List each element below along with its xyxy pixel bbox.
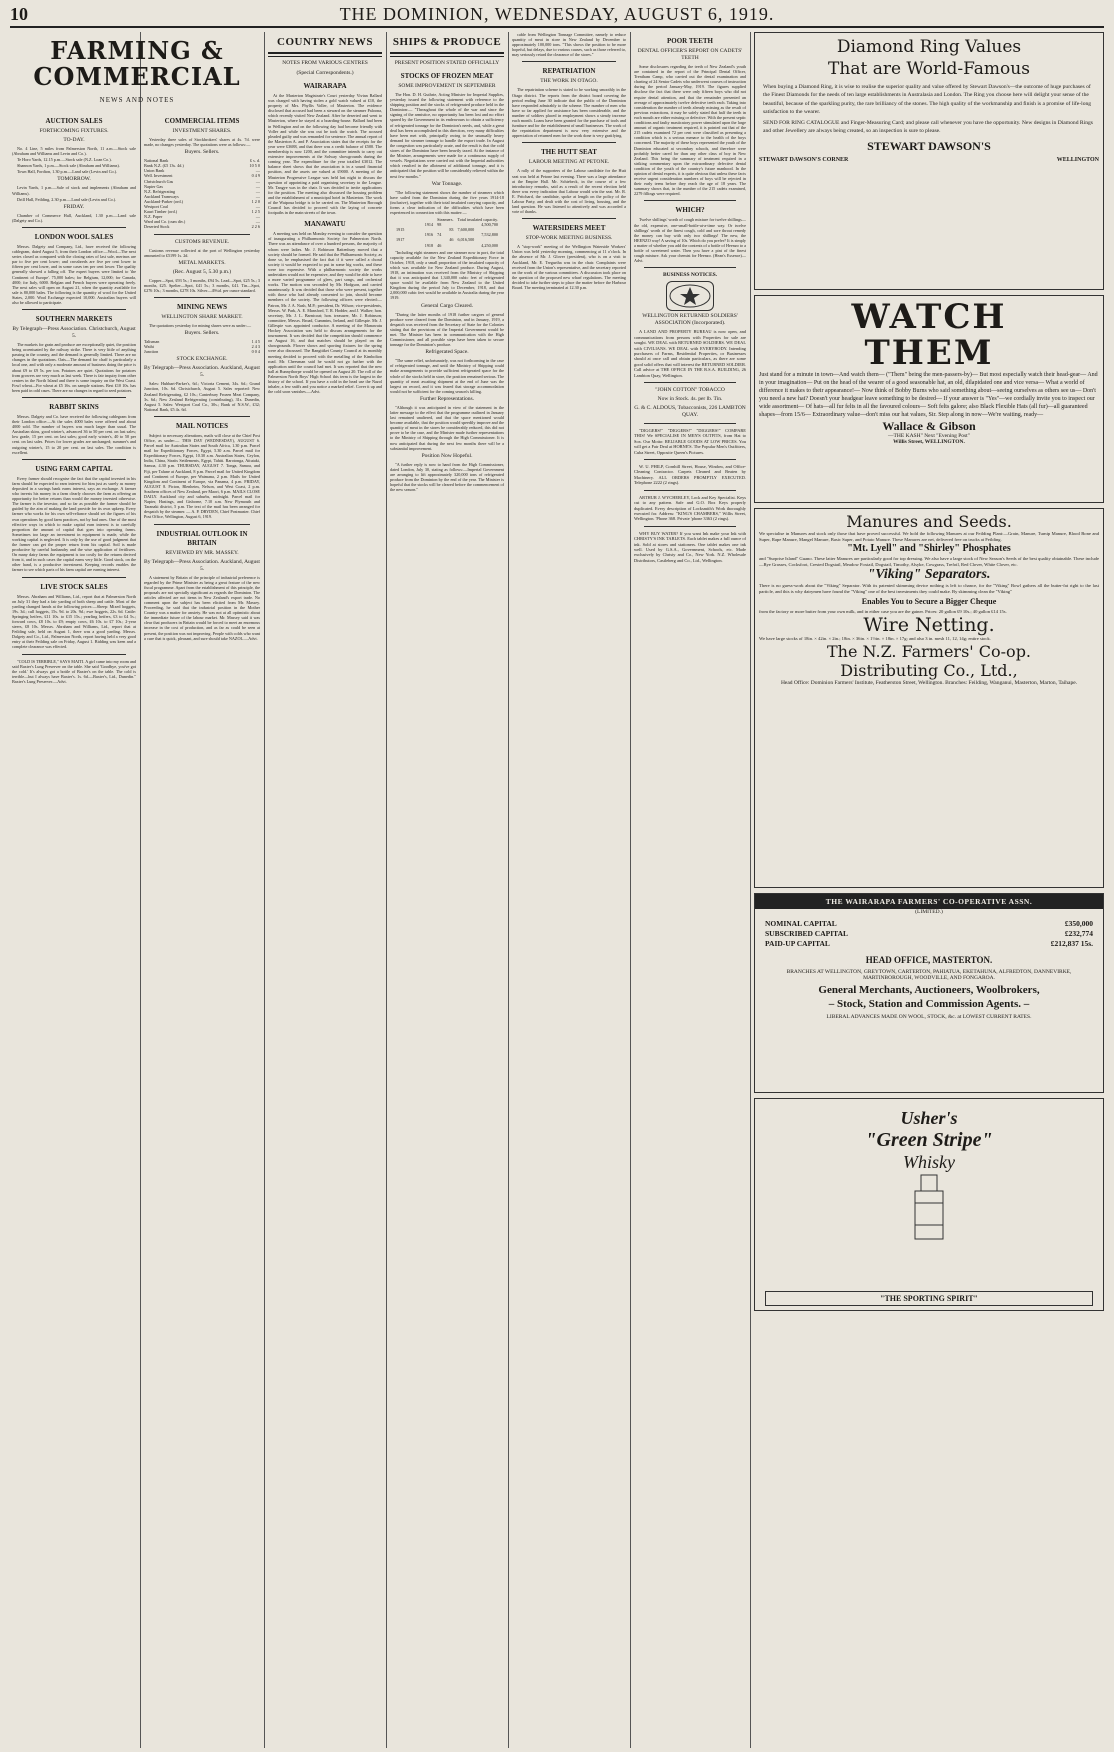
auction-item: Te Horo Yards, 12.15 p.m.—Stock sale (N.Z. Loan Co.).: [17, 157, 112, 163]
aldous-ad: G. & C. ALDOUS, Tobacconists, 226 LAMBTON QUAY.: [634, 405, 746, 419]
diamond-city: WELLINGTON: [1056, 156, 1099, 163]
article-byline: By Telegraph—Press Association. Auckland, August 5.: [144, 558, 260, 572]
divider: [268, 52, 382, 57]
mining-table-cell: Waihi: [144, 344, 154, 350]
article-heading: SOUTHERN MARKETS: [35, 315, 113, 324]
article-subheading: Position Now Hopeful.: [421, 452, 473, 459]
section-title: FARMING & COMMERCIAL: [33, 36, 241, 91]
column-notices: [634, 32, 746, 1748]
phosphates-body: and "Surprise Island" Guano. These latter Manures are particularly good for top dressing. We also have a large stock of New Season's Seeds of the best quality obtainable. These include—Rye Grasses, Cocksfoot, Crested Dogstail, Meadow Foxtail, Dogstail, Timothy, Alsyke, Cowgrass, Trefoil, Red Clover, White Clover, etc.: [759, 556, 1099, 567]
article-heading: POOR TEETH: [667, 37, 713, 45]
tonnage-table-cell: 46: [437, 242, 442, 248]
article-body: cable from Wellington Tonnage Committee, namely to reduce quantity of meat in store in New Zealand by December to approximately 100,000 tons. "This shows the position to be more hopeful, but delays, due to various causes, such as those referred to, may seriously retard the clearance of the stores.": [512, 32, 626, 58]
share-table-cell: 10 5 0: [249, 163, 260, 169]
masthead: [10, 4, 1104, 28]
cotton-body: Now in Stock. 4s. per lb. Tin.: [657, 396, 723, 403]
section-subtitle: PRESENT POSITION STATED OFFICIALLY: [394, 60, 500, 66]
share-table-cell: N.Z. Paper: [144, 214, 163, 220]
farming-header: [10, 36, 264, 108]
region-heading: MANAWATU: [304, 220, 346, 229]
share-table-cell: Napier Gas: [144, 183, 163, 189]
share-table-cell: Kauri Timber (ord.): [144, 209, 178, 215]
rsa-body: A LAND AND PROPERTY BUREAU is now open, and communications from persons with Properties for sale are sought. WE DEAL with RETURNED SOLDIERS. WE DEAL with CIVILIANS. WE DEAL with EVERYBODY. Intending purchasers of Farms, Residential Properties, or Businesses should at once call and obtain particulars, as there are some good solid offers that will interest the RETURNED SOLDIER. Call advice at THE OFFICE IN THE R.S.A. BUILDING, 26 Lambton Quay, Wellington.: [634, 329, 746, 378]
tonnage-table-cell: 7,532,800: [481, 232, 498, 238]
ushers-whisky: Whisky: [903, 1152, 955, 1172]
auction-day: FRIDAY.: [63, 203, 85, 210]
column-rule: [264, 32, 265, 1748]
diamond-footer: [759, 157, 1099, 163]
capital-table-cell: NOMINAL CAPITAL: [765, 919, 837, 928]
article-body: The markets for grain and produce are exceptionally quiet, the position being accentuated by the railway strike. There is very little of anything passing in the country, and the demand is generally limited. There are no changes in the quotations. Oats—The demand for chaff is particularly a local one, and with only a moderate amount of business doing the price is about £9 to £9 5s. per ton. Potatoes are quiet. Quotations for potatoes from growers are very much as last week. There is fair inquiry from other centres in the North Island and there is some inquiry on the West Coast. Fowl wheat—For wheat at £5 16s. on sample stations. Best £10 10s. has been paid in odd cases. There are no changes in regard to seed potatoes.: [12, 342, 136, 393]
nz-farmers-title-line2: Distributing Co., Ltd.,: [840, 660, 1018, 680]
wfca-title: THE WAIRARAPA FARMERS' CO-OPERATIVE ASSN.: [755, 894, 1103, 909]
auction-day: TOMORROW.: [57, 176, 91, 183]
article-subheading: STOCK EXCHANGE.: [176, 356, 228, 363]
article-body: Yesterday three sales of Stockbrokers' shares at 4s. 7d. were made, no changes yesterday. The quotations were as follows:—: [144, 137, 260, 148]
article-body: Every farmer should recognise the fact that the capital invested in his farm should be expected to earn interest for him just as surely as money deposited in a savings bank earns interest, says an exchange. A farmer who invests his money in a farm clearly chooses the farm as offering an opportunity for better returns than would the money invested otherwise. The farmer is the investor, and so far as possible the farmer should be guided by the aim of making the land provide for its own upkeep. Every farmer who works for his own self-reliance should set the figures of his own operations by good farm practices, not by bad ones. One of the most effective ways in which to make capital earn interest is to carefully proportion the amount of capital that goes into operating farms. Sometimes too large an investment in equipment is made, while the working capital is neglected. It is only by the use of good judgment that the farmer can get the proper return from his capital. Soil is made productive by careful husbandry and the wise application of fertilisers. On many dairy farms the equipment is too costly for the returns derived from it, and in such cases the capital earns very little. Good stock, on the other hand, is a productive investment. Keeping records enables the farmer to see which parts of his farm capital are earning interest.: [12, 475, 136, 573]
diggers-ad: "DIGGERS!" "DIGGERS!" "DIGGERS!" COMPARE THIS! We SPECIALISE IN MEN'S OUTFITS, from Hat to Sox. Our Motto: RELIABLE GOODS AT LOW PRICES. You will get a Fair Deal at HORNE'S. The Popular Men's Outfitters, Cuba Street, Opposite Queen's Pictures.: [634, 428, 746, 455]
divider: [154, 297, 250, 298]
divider: [644, 423, 736, 424]
ushers-whisky-advert: [754, 1098, 1104, 1311]
share-table-cell: Christchurch Gas: [144, 178, 174, 184]
tonnage-table-cell: 4,250,000: [481, 242, 498, 248]
mining-table-cell: 1 4 5: [251, 339, 260, 345]
article-subheading: WELLINGTON SHARE MARKET.: [161, 313, 243, 320]
tonnage-table-cell: 7,600,000: [457, 227, 475, 233]
article-body: Messrs. Dalgety and Co. have received the following cablegram from their London office:—At the sales 4000 bales were offered and about 4000 sold. The number of buyers was much larger than usual. The Australian skins, good winter's, advanced 36 to 50 per cent. on last sales; low grade, 15 per cent. on last sales; good early winter's, 40 to 50 per cent. on last sales. Prices for lower grades are unchanged; summer's and outgoing winter's, 15 to 20 per cent. on last sales. The condition is excellent.: [12, 414, 136, 455]
article-body: "Including eight steamers and one steamer now in port, the total capacity available for the New Zealand Expeditionary Force in October, 1918, only a small proportion of the insulated capacity of which was available for New Zealand produce. During August, 1918, an intimation was received from the Ministry of Shipping that it was anticipated that 1,340,000 cubic feet of refrigerated space would be available from New Zealand to the United Kingdom during the period July to December, 1918, and that 2,000,000 cubic feet would be available in Australia during the year 1919.: [390, 249, 504, 301]
tonnage-table-cell: 46: [449, 237, 454, 243]
article-heading: INDUSTRIAL OUTLOOK IN BRITAIN: [156, 529, 248, 547]
wallace-gibson-address: Willis Street, WELLINGTON.: [893, 439, 965, 445]
column-commercial: [144, 112, 260, 1748]
ushers-green-stripe: "Green Stripe": [865, 1129, 993, 1151]
divider: [154, 524, 250, 525]
article-body: Copper—Spot, £93 5s.; 3 months, £94 5s. Lead—Spot, £25 5s.; 3 months, £25. Spelter—Spot, £41 5s.; 3 months, £41. Tin—Spot, £276 10s.; 3 months, £278 10s. Silver—49¼d. per ounce standard.: [144, 277, 260, 293]
viking-title: "Viking" Separators.: [867, 567, 991, 583]
column-rule: [630, 32, 631, 1748]
divider: [644, 526, 736, 527]
article-heading: LIVE STOCK SALES: [40, 582, 108, 591]
tonnage-table-cell: 1916: [424, 232, 434, 238]
divider: [154, 234, 250, 235]
article-body: A rally of the supporters of the Labour candidate for the Hutt seat was held at Petone last evening. There was a large attendance at the Empire Hall. Mr. Schiebeck, in the course of a few introductory remarks, said as a result of the recent election held there was every indication that Labour would win the seat. Mr. R. E. Pritchard, the candidate, spoke at length on the policy of the Labour Party, and dealt with the cost of living, housing, and the land question. He was listened to attentively and was accorded a vote of thanks.: [512, 168, 626, 215]
article-subheading: THE WORK IN OTAGO.: [540, 78, 598, 85]
tonnage-table-cell: Total insulated capacity.: [457, 217, 498, 223]
watch-title-line2: THEM: [864, 333, 994, 373]
article-subheading: General Cargo Cleared.: [421, 302, 473, 309]
auction-heading: AUCTION SALES: [45, 117, 103, 125]
article-subheading: CUSTOMS REVENUE.: [174, 238, 230, 245]
article-heading: STOCKS OF FROZEN MEAT: [400, 72, 494, 80]
advertisement-text: Twelve shillings' worth of cough mixture for twelve shillings—the old, expensive, one-small-bottle-at-a-time way. Or twelve shillings' worth of the finest cough, cold and sore throat remedy the money can buy with only two shillings! The new, the HEENZO way! A saving of 10s. Which do you prefer? It is simply a matter of whether you add the contents of a bottle of Heenzo to a bottle of sweetened water. Then you have a pint of the finest cough mixture. Ask your chemist for Heenzo. (Hean's Essence)—Advt.: [634, 217, 746, 264]
share-table-cell: —: [255, 219, 260, 225]
auction-item: Shannon Yards, 1 p.m.—Stock sale (Abraham and Williams).: [17, 163, 120, 169]
viking-tail: from the factory or more butter from your own milk, and in either case you are the gainer. Prices: 20 gallon £9 10s.; 40 gallon £14 15s.: [759, 608, 1007, 614]
divider: [644, 490, 736, 491]
share-table-cell: —: [255, 168, 260, 174]
whisky-bottle-icon: [889, 1173, 969, 1243]
tonnage-table-cell: 1915: [396, 227, 405, 233]
article-body: At the Masterton Magistrate's Court yesterday Vivian Ballard was charged with having stolen a gold watch valued at £10, the property of Mrs. Phyllis Voller, of Masterton. The evidence disclosed that accused had been a steward on the steamer Paloona, which recently visited New Zealand. After he deserted and went to Masterton, where he stayed at a boarding-house. Ballard had been in Wellington and on the following day had become friendly with Voller and while she was out he took the watch. The accused pleaded guilty and was remanded for sentence. The annual report of the Masterton A. and P. Association states that the receipts for the year were £3688, and that there was a credit balance of £500. The membership is now 1200, and the committee intends to carry out extensive improvements at the Solway showgrounds during the coming year. The expenditure for the year totalled £3012. The balance sheet shows that the association is in a sound financial position, and the assets are valued at £9000. A meeting of the Masterton Progressive League was held last night to discuss the question of appointing a paid organising secretary to the League. Mr. Tangye was in the chair. It was decided to invite applications for the position. The meeting also discussed the housing problem and the establishment of a municipal hotel in Masterton. The work of the Waipoua bridge is to be carried on. The Masterton Borough Council has decided to proceed with the laying of concrete footpaths in the main streets of the town.: [268, 93, 382, 216]
article-heading: RABBIT SKINS: [49, 403, 99, 411]
mining-table-cell: Junction: [144, 349, 159, 355]
column-rule: [750, 32, 751, 1748]
divider: [22, 654, 126, 655]
auction-today: TO-DAY.: [63, 137, 85, 143]
mining-table-cell: 2 4 3: [251, 344, 260, 350]
capital-table-cell: £232,774: [1064, 929, 1093, 938]
article-heading: USING FARM CAPITAL: [35, 464, 113, 473]
tonnage-table-cell: 6,016,500: [457, 237, 475, 243]
article-body: "A further reply is now to hand from the High Commissioner, dated London, July 30, stating as follows:—Imperial Government are arranging to lift approximately 320,000 tons of refrigerated produce from the Dominion by the end of the year. The Minister is hopeful that the stocks will be cleared before the commencement of the new season.": [390, 461, 504, 493]
wfca-head-office: HEAD OFFICE, MASTERTON.: [865, 955, 993, 965]
divider: [522, 61, 616, 62]
auction-subheading: FORTHCOMING FIXTURES.: [39, 128, 109, 134]
ushers-name: Usher's: [900, 1108, 958, 1128]
share-table-cell: Union Bank: [144, 168, 165, 174]
capital-table-cell: PAID-UP CAPITAL: [765, 939, 830, 948]
article-body: The repatriation scheme is stated to be working smoothly in the Otago district. The reports from the district board covering the period ending June 30 indicate that the public of the Dominion have responded admirably to the scheme. The number of men who have so far applied for assistance has been considerable, and the number of soldiers placed in employment shows a steady increase each month. Loans have been granted for the purchase of tools and furniture and for the establishment of small businesses. The work of the repatriation department is now very extensive and the appreciation of returned men for the work done is very gratifying.: [512, 87, 626, 139]
divider: [22, 397, 126, 398]
diamond-title-line1: Diamond Ring Values: [836, 37, 1022, 57]
tonnage-table-cell: 1914: [424, 222, 434, 228]
divider: [22, 459, 126, 460]
auction-item: Chamber of Commerce Hall, Auckland, 1.30 p.m.—Land sale (Dalgety and Co.).: [12, 212, 136, 223]
divider: [522, 218, 616, 219]
article-heading: MINING NEWS: [177, 302, 227, 311]
page-number: 10: [10, 4, 28, 24]
phosphates-heading: "Mt. Lyell" and "Shirley" Phosphates: [847, 543, 1011, 555]
section-subtitle: NOTES FROM VARIOUS CENTRES: [282, 60, 368, 66]
wycherley-ad: ARTHUR J. WYCHERLEY, Lock and Key Specialist. Keys cut to any pattern. Safe and G.O. Box Keys properly duplicated. Every description of Locksmith's Work thoroughly executed for. Address: "KING'S CHAMBERS," Willis Street, Wellington. 'Phone 368. Private 'phone 3363 (2 rings).: [634, 494, 746, 522]
watch-title-line1: WATCH: [851, 297, 1007, 337]
article-heading: LONDON WOOL SALES: [34, 232, 114, 241]
column-rule: [508, 32, 509, 1748]
wire-netting-body: We have large stocks of 18in. × 42in. × 2in.; 18in. × 36in. × 1½in. × 18in. × 17g; and also 3 in. mesh 11, 12, 14g; entire stock.: [759, 636, 991, 642]
share-table-cell: Well. Investment: [144, 173, 173, 179]
capital-table-cell: SUBSCRIBED CAPITAL: [765, 929, 849, 938]
diamond-body: When buying a Diamond Ring, it is wise to realise the superior quality and value offered by Stewart Dawson's—the outcome of huge purchases of the Finest Diamonds for the needs of ten large establishments in Australasia and London. The Ring you choose here will delight your sense of the beautiful, because of the sparkling purity, the rare brilliancy of the stones. The high quality of the workmanship and finish is a promise of life-long satisfaction to the wearer.: [763, 84, 1092, 115]
article-body: A meeting was held on Monday evening to consider the question of inaugurating a Philharmonic Society for Palmerston North. There was an attendance of over a hundred persons, the majority of whom were ladies. Mr. J. Robinson Rattenbury moved that a society should be formed. He said that the Philharmonic Society, as done so, he emphasised the fact that if it were called a choral society it would be expected to put in some big works, and these were too expensive. With a philharmonic society the works undertaken would not be expensive, and they would be able to have a more varied programme of glees, part songs, and orchestral works. The motion was seconded by Mr. Hodgson, and carried unanimously. It was decided that those who were present, together with those who had already consented to join, should become members of the society. The following officers were elected:—Patron, Mr. J. A. Nash, M.P.; president, Dr. Wilson; vice-presidents, Messrs. W. Park, A. E. Mansford, T. R. Hodder, and J. Walker; hon. secretary, Mr. J. L. Barnicoat; hon. treasurer, Mr. J. Robinson; committee, Messrs. Broad, Cummins, Ireland, and Gillespie. Mr. J. Gillespie was appointed conductor. A meeting of the Manawatu Hockey Association was held to discuss arrangements for the tournament. It was decided that the competition should commence on August 16, and that matches should be played on the showgrounds. Flower shows and sporting fixtures for the spring were also discussed. The Rangitikei County Council at its monthly meeting decided to proceed with the metalling of the Kimbolton road. Mr. Cheesman said he would not go further with the application until the council had met. It was reported that the new hall at Bunnythorpe would be opened on August 20. The roll of the Palmerston North Boys' High School this term is the largest in the history of the school. If you have a cold in the head use the Nazol inhaler, a few sniffs and you notice a marked relief. Cover it up and the cold soon vanishes.—Advt.: [268, 231, 382, 395]
region-heading: WAIRARAPA: [303, 82, 347, 90]
article-subheading: STOP-WORK MEETING BUSINESS.: [525, 235, 613, 242]
share-table-cell: —: [255, 178, 260, 184]
viking-tagline: Enables You to Secure a Bigger Cheque: [861, 596, 997, 606]
wfca-limited: (LIMITED.): [915, 909, 943, 915]
article-subheading: LABOUR MEETING AT PETONE.: [528, 159, 610, 166]
article-body: "The following statement shows the number of steamers which have sailed from the Dominion during the five years 1914-18 (inclusive), together with their total insulated carrying capacity, and forms a clear indication of the difficulties which have been experienced in connection with this matter:—: [390, 189, 504, 215]
article-body: "During the latter months of 1918 further cargoes of general produce were cleared from the Dominion, and in January, 1919, a despatch was received from the Secretary of State for the Colonies stating that the provisions of the Imperial Government would be met. The Minister has been in communication with the High Commissioner, and all possible steps have been taken to secure tonnage for the Dominion's produce.: [390, 311, 504, 348]
divider: [644, 200, 736, 201]
article-heading: WATERSIDERS MEET: [532, 224, 606, 233]
column-news: [512, 32, 626, 1748]
column-rule: [386, 32, 387, 1748]
diamond-title-line2: That are World-Famous: [828, 59, 1030, 79]
share-table-cell: Bank N.Z. (£5 13s. 4d.): [144, 163, 184, 169]
share-table-cell: —: [255, 188, 260, 194]
share-table-cell: Auckland Tramways: [144, 193, 179, 199]
article-body: Some disclosures regarding the teeth of New Zealand's youth are contained in the report of the Principal Dental Officer, Trentham Camp, who carried out the dental examination and charting of 24 Senior Cadets who underwent courses of instruction during the period January-May, 1919. The figures supplied disclose the fact that there were only fifteen boys who did not require dental attention, and that the remainder presented an average of approximately twelve defective teeth each. Taking into consideration the number of teeth already missing as the result of previous extractions, it may be safely stated that half the teeth in each mouth are either missing or defective. With the present septic conditions and faulty masticatory power stimulated upon the large amount of organic treatment required, it is pointed out that of the 215 cadets examined 72 per cent were classified as presenting a condition which is a serious menace to the health of the boys concerned. The majority of these boys represented the youth of the Dominion educated at secondary schools, and therefore were probably better cared for than any other class of boy in New Zealand. This being the summary of treatment required in a striking commentary upon the extraordinary defective dental condition of the youth of the country's future manhood. In the opinion of dental experts, it is quite obvious that unless these facts receive urgent consideration numbers of boys will be rejected in their early teens before they reach the age of 18 years. The summary shows that, in the number of the 215 cadets examined, 2279 fillings were required.: [634, 64, 746, 197]
article-subheading: REVIEWED BY MR. MASSEY.: [165, 549, 239, 556]
divider: [22, 227, 126, 228]
diamond-ring-advert: [754, 32, 1104, 290]
article-subheading: War Tonnage.: [431, 180, 463, 187]
tonnage-table-cell: 1917: [396, 237, 405, 243]
article-heading: MAIL NOTICES: [176, 421, 228, 430]
section-note: (Special Correspondents.): [296, 70, 354, 76]
share-table-cell: Deserted Stock: [144, 224, 170, 230]
divider: [644, 267, 736, 268]
manures-title: Manures and Seeds.: [846, 512, 1012, 531]
column-country-news: [268, 32, 382, 1748]
wire-netting-title: Wire Netting.: [863, 614, 995, 637]
business-notices-heading: BUSINESS NOTICES.: [662, 272, 718, 279]
manures-advert: [754, 508, 1104, 888]
share-table-cell: 1 2 5: [251, 209, 260, 215]
auction-item: Town Hall, Fordton, 1.30 p.m.—Land sale (Levin and Co.).: [17, 169, 118, 175]
hat-advert-body: Just stand for a minute in town—And watch them— ("Them" being the men-passers-by)— But most especially watch their head-gear— And in your imagination— Put on the head of the wearer of a good seasonable hat, an old, dilapidated one and vice versa— What a world of difference it makes to their appearance!— Now think of Bobby Burns who said something about—seeing ourselves as others see us— Don't you need a new hat? Doesn't your headgear leave something to be desired— If your answer is "Yes"—we cordially invite you to inspect our wide assortment— Of hats—all fur felts in all the favoured colours— Soft felts galore; also Black Flexible Hats (all fur)—all guaranteed shapes—from 15/6— Extraordinary value—don't miss our hat values, Sir. Step along in now—We're waiting, ready—: [759, 372, 1098, 418]
hat-advert: [754, 295, 1104, 503]
share-table-cell: —: [255, 214, 260, 220]
tonnage-table: [396, 217, 498, 248]
article-body: Customs revenue collected at the port of Wellington yesterday amounted to £5199 1s. 2d.: [144, 247, 260, 258]
article-body: Messrs. Abraham and Williams, Ltd., report that at Palmerston North on July 31 they had a fair yarding of both sheep and cattle. Most of the yarding changed hands at the following prices:—Sheep: Mixed hoggets, 19s. 3d.; cull hoggets, 15s. 9d. to 20s. 9d.; ewe hoggets, 22s. 6d. Cattle: Springing heifers, £11 10s. to £15 15s.; yearling heifers, £3 to £4 5s.; forward cows, £8 10s. to £9; empty cows, £6 10s. to £7 10s.; 2-year steers, £8 10s. Messrs. Abraham and Williams, Ltd., report that at Feilding sale, held on August 1, there was a good yarding. Messrs. Dalgety and Co., Ltd., Palmerston North, report having held a very good entry at their Feilding sale on Friday, August 1. Bidding was keen and a complete clearance was effected.: [12, 593, 136, 650]
wfca-general-line2: – Stock, Station and Commission Agents. –: [828, 998, 1030, 1010]
divider: [522, 142, 616, 143]
column-farming: [12, 112, 136, 1748]
share-table: [144, 158, 260, 229]
newspaper-title: THE DOMINION, WEDNESDAY, AUGUST 6, 1919.: [339, 4, 775, 24]
manures-body: We specialise in Manures and stock only those that have proved successful. We hold the following Manures at our Feilding Plant:—Grain, Manure, Turnip Manure, Blood Bone and Super, Rape Manure, Mangel Manure, Basic Super, and Potato Manure. These Manures are net, delivered free on trucks at Feilding.: [759, 531, 1099, 542]
diamond-firm: STEWART DAWSON'S: [867, 138, 991, 153]
article-heading: COMMERCIAL ITEMS: [164, 117, 240, 125]
auction-item: Levin Yards, 1 p.m.—Sale of stock and implements (Abraham and Williams).: [12, 185, 136, 196]
article-heading: WHICH?: [675, 206, 705, 215]
returned-soldiers-badge-icon: [666, 281, 714, 311]
share-table-cell: 0 4 9: [251, 173, 260, 179]
tonnage-table-cell: Steamers.: [437, 217, 454, 223]
auction-item: No. 4 Line, 5 miles from Palmerston North, 11 a.m.—Stock sale (Abraham and Williams and Levin and Co.).: [12, 146, 136, 157]
share-table-cell: Westport Coal: [144, 204, 168, 210]
share-table-cell: —: [255, 204, 260, 210]
article-heading: THE HUTT SEAT: [541, 148, 597, 157]
share-table-cell: National Bank: [144, 158, 169, 164]
tonnage-table-cell: 98: [437, 222, 442, 228]
column-ships-produce: [390, 32, 504, 1748]
divider: [22, 309, 126, 310]
share-table-cell: N.Z. Refrigerating: [144, 188, 176, 194]
wallace-gibson-sub: —THE KASH" Next "Evening Post": [888, 433, 970, 439]
article-subheading: METAL MARKETS.: [178, 259, 226, 266]
article-subheading: Further Representations.: [419, 395, 475, 402]
tonnage-table-cell: 4,500,700: [481, 222, 498, 228]
diamond-corner: STEWART DAWSON'S CORNER: [759, 156, 849, 163]
divider: [22, 577, 126, 578]
tonnage-table-cell: 74: [437, 232, 442, 238]
divider: [644, 382, 736, 383]
divider: [390, 52, 504, 57]
share-table-cell: —: [255, 183, 260, 189]
article-subheading: INVESTMENT SHARES.: [172, 128, 232, 134]
article-subheading: DENTAL OFFICER'S REPORT ON CADETS' TEETH: [637, 48, 743, 61]
ushers-footer: "THE SPORTING SPIRIT": [765, 1291, 1093, 1306]
article-body: Messrs. Dalgety and Company, Ltd., have received the following cablegram, dated August 5, from their London office:—Wool—The next series closed as compared with the closing rates of last sale, merinos are par to five per cent lower; and crossbreds are five per cent lower to fifteen per cent lower, and in some cases ten per cent lower. The quality generally showed a falling off. The expert buyers were limited to 'the Continent of Europe'. 75,000 bales; for Belgium, 12,000; for Canada, 4000; for Italy, 6000. Belgian and French buyers were operating freely. The next sales will open on August 21, when the quantity available for sale is 80,000 bales. The following is the quantity of wool for the United States, 2,000. Wool Exchange expected 10,000. Australian buyers will also be allowed to participate.: [12, 243, 136, 305]
article-body: A statement by Britain of the principle of industrial preference is regarded by the Prime Minister as being a great feature of the new fiscal programme. Apart from the establishment of this principle, the proposals are not specially significant as regards the Dominion. The articles affected are not items in New Zealand's export trade. No comment upon the subject has been elicited from Mr. Massey. Proceeding, he said that the industrial position in the Mother Country was a matter for anxiety. He was not at all optimistic about the immediate future of the labour market. Mr. Massey said it was clear that producers in Britain would be forced to meet an enormous increase in the cost of production, and as far as could be seen at present, the position was not improving. People with colds who want a cure that is quick, pleasant, and sure should take NAZOL.—Advt.: [144, 574, 260, 641]
wairarapa-farmers-advert: [754, 893, 1104, 1093]
auction-item: Drill Hall, Feilding, 2.30 p.m.—Land sale (Levin and Co.).: [17, 196, 117, 202]
rsa-title: WELLINGTON RETURNED SOLDIERS' ASSOCIATION (Incorporated).: [642, 313, 738, 327]
tonnage-table-cell: 83: [449, 227, 454, 233]
article-body: The quotations yesterday for mining shares were as under:—: [149, 322, 252, 328]
cotton-title: "JOHN COTTON" TOBACCO: [655, 387, 725, 394]
article-body: Sales: Hubbart-Parker's, 6d.; Victoria Cement, 34s. 6d.; Grand Junction, 10s. 6d. Christchurch, August 5. Sales reported: New Zealand Refrigerating, £2 10s.; Canterbury Frozen Meat Company, 3s. 6d.; New Zealand Refrigerating (contributing), 31s. Dunedin, August 5. Sales: Westport Coal Co., 30s.; Bank of N.S.W., £32; National Bank, £5 4s. 6d.: [144, 381, 260, 412]
article-body: A "stop-work" meeting of the Wellington Waterside Workers' Union was held yesterday morning, commencing at 11 o'clock. In the absence of Mr. J. Glover (president), who is on a visit to Auckland, Mr. E. Tregurtha was in the chair. Complaints were received from the Union's representative, and the secretary reported on the work of the various committees. A discussion took place on the question of the proposed new wharf regulations. The meeting decided to take further steps to place the matter before the Harbour Board. The meeting terminated at 12.30 p.m.: [512, 244, 626, 290]
wallace-gibson-firm: Wallace & Gibson: [882, 419, 976, 433]
article-byline: By Telegraph—Press Association. Christchurch, August 5.: [12, 326, 136, 340]
article-subheading: SOME IMPROVEMENT IN SEPTEMBER: [398, 83, 496, 89]
section-subtitle: NEWS AND NOTES: [99, 96, 175, 104]
philp-ad: W. U. PHILP, Cornhill Street, House, Window, and Office-Cleaning Contractor. Carpets Cleaned and Beaten by Machinery. ALL ORDERS PROMPTLY EXECUTED. Telephone 2222 (2 rings).: [634, 464, 746, 486]
table-header: Buyers. Sellers.: [184, 149, 220, 156]
article-body: The Hon. D. H. Guthrie, Acting Minister for Imperial Supplies, yesterday issued the following statement with reference to the shipping position and the stocks of refrigerated produce held in the Dominion:— "Throughout the whole of the war and since the signing of the armistice, no opportunity has been lost and no effort spared by the Government in its endeavours to obtain a sufficiency of refrigerated tonnage for the Dominion's needs, and, while a great deal has been accomplished in this direction, very many difficulties have been met with, principally owing to the unusually heavy demand for steamer tonnage to handle the export trade. In August the congestion was particularly acute, and the result is that the cold stores of the Dominion have been heavily taxed. At the instance of the Minister, arrangements were made for a continuous supply of vessels. Negotiations were carried out with the Imperial authorities which resulted in the allotment of additional tonnage, and it is anticipated that the position will be considerably relieved within the next few months.": [390, 92, 504, 179]
advertisement-text: "COLD IS TERRIBLE," SAYS MAITI. A girl came into my room and said Baxter's Lung Preserver on the table. She said 'Goodbye, you've got the cold.' It's always got a bottle of Baxter's on the table. The cold is terrible—but I always have Baxter's. 1s. 6d.—Baxter's, Ltd., Dunedin." Baxter's Lung Preserver.—Advt.: [12, 658, 136, 684]
mining-table: [144, 339, 260, 354]
mining-table-cell: 0 0 4: [251, 349, 260, 355]
divider: [644, 459, 736, 460]
article-body: "The same relief, unfortunately, was not forthcoming in the case of refrigerated tonnage, and until the Ministry of Shipping could make arrangements to provide sufficient refrigerated space for the whole of the stocks held in store, the position remained serious. The quantity of meat awaiting shipment at the end of June was the largest on record, and it was feared that storage accommodation would not be sufficient for the coming season's killing.: [390, 358, 504, 394]
tonnage-table-cell: 1918: [424, 242, 434, 248]
share-table-cell: 1 2 0: [251, 198, 260, 204]
article-byline: By Telegraph—Press Association. Auckland, August 5.: [144, 365, 260, 379]
article-subheading: Refrigerated Space.: [425, 349, 469, 356]
wfca-liberal: LIBERAL ADVANCES MADE ON WOOL, STOCK, &c. at LOWEST CURRENT RATES.: [826, 1014, 1032, 1020]
mining-table-cell: Talisman: [144, 339, 160, 345]
capital-table-cell: £212,837 15s.: [1050, 939, 1093, 948]
article-body: "Although it was anticipated in view of the statement in the latter message to the effect that the programme outlined in January last remained unaltered, and that the space mentioned would become available, that the position would speedily improve and the quantity of meat in the stores be considerably reduced, this did not prove to be the case, and the Minister made further representations to the Ministry of Shipping through the High Commissioner. It is now anticipated that during the next few months there will be a substantial improvement.: [390, 404, 504, 451]
table-header: Buyers. Sellers.: [184, 330, 220, 337]
share-table-cell: £ s. d.: [249, 158, 260, 164]
nz-farmers-address: Head Office: Dominion Farmers' Institute, Featherston Street, Wellington. Branches: Feilding, Wanganui, Masterton, Marton, Taihape.: [780, 679, 1078, 686]
wfca-branches: BRANCHES AT WELLINGTON, GREYTOWN, CARTERTON, PAHIATUA, EKETAHUNA, ALFREDTON, DANNEVIRKE, MARTINBOROUGH, WOODVILLE, AND FONGAROA.: [786, 969, 1072, 981]
divider: [154, 416, 250, 417]
column-rule: [140, 32, 141, 1748]
nz-farmers-title-line1: The N.Z. Farmers' Co-op.: [826, 641, 1032, 661]
diamond-catalogue-text: SEND FOR RING CATALOGUE and Finger-Measuring Card; and please call whenever you have the opportunity. New designs in Diamond Rings and other Jewellery are always being created, so an inspection is sure to please.: [763, 120, 1093, 135]
section-title: COUNTRY NEWS: [277, 36, 373, 48]
share-table-cell: Ward and Co. (cum div.): [144, 219, 186, 225]
share-table-cell: —: [255, 193, 260, 199]
article-heading: REPATRIATION: [542, 67, 596, 76]
section-title: SHIPS & PRODUCE: [392, 36, 502, 48]
viking-body: There is no guess-work about the "Viking" Separator. With its patented skimming device nothing is left to chance, for the "Viking" Bowl gathers all the butter-fat right to the last particle, and this is why dairymen have found the "Viking" one of the best investments they could make. By skimming clean the "Viking": [759, 583, 1099, 594]
capital-table-cell: £350,000: [1064, 919, 1093, 928]
ink-ad: WHY BUY WATER? If you want Ink make your Ink with CHRISTY'S INK TABLETS. Each tablet makes a full ounce of ink. Sold at stores and stationers. One tablet makes one ink well. Used by G.S.A., Government, Schools, etc. Made exclusively by Christy and Co., New York. N.Z. Wholesale Distributors, Castleberg and Co., Ltd., Wellington.: [634, 530, 746, 563]
share-table-cell: Auckland-Parker (ord.): [144, 198, 184, 204]
column-advertisements: [754, 32, 1104, 1748]
capital-table: [765, 919, 1093, 949]
share-table-cell: 2 2 6: [251, 224, 260, 230]
article-body: Subject to necessary alterations, mails will close at the Chief Post Office, as under:— THIS DAY (WEDNESDAY), AUGUST 6. Parcel mail for Australian States and South Africa, 1.30 p.m. Parcel mail for Expeditionary Forces, Egypt, 5.30 a.m. Parcel mail for Expeditionary Forces, Egypt, 10.30 a.m. Australian States, Ceylon, India, China, Straits Settlements, Egypt, Tahiti. Rarotonga, Aitutaki, Samoa, 4.30 p.m. THURSDAY, AUGUST 7. Tonga, Samoa, and Fiji, per Talune at Auckland, 8 p.m. Parcel mail for United Kingdom and Continent of Europe, per Waimana, 2 p.m. Mails for United Kingdom and Continent of Europe, via Panama, 4 p.m. FRIDAY, AUGUST 8. Picton, Blenheim, Nelson, and West Coast, 2 p.m. Southern offices of New Zealand, per Maori, 6 p.m. MAILS CLOSE DAILY. Auckland city and suburbs, midnight. Parcel mail for Napier, Hastings, and Gisborne, 7.10 a.m. New Plymouth and Taranaki district, 5 p.m. The text of the mail has been arranged for despatch by the steamer. — A. P. DRYDEN, Chief Postmaster. Chief Post Office, Wellington, August 6, 1919.: [144, 432, 260, 520]
article-byline: (Rec. August 5, 5.30 p.m.): [172, 268, 232, 275]
wfca-general-line1: General Merchants, Auctioneers, Woolbrokers,: [818, 984, 1040, 996]
